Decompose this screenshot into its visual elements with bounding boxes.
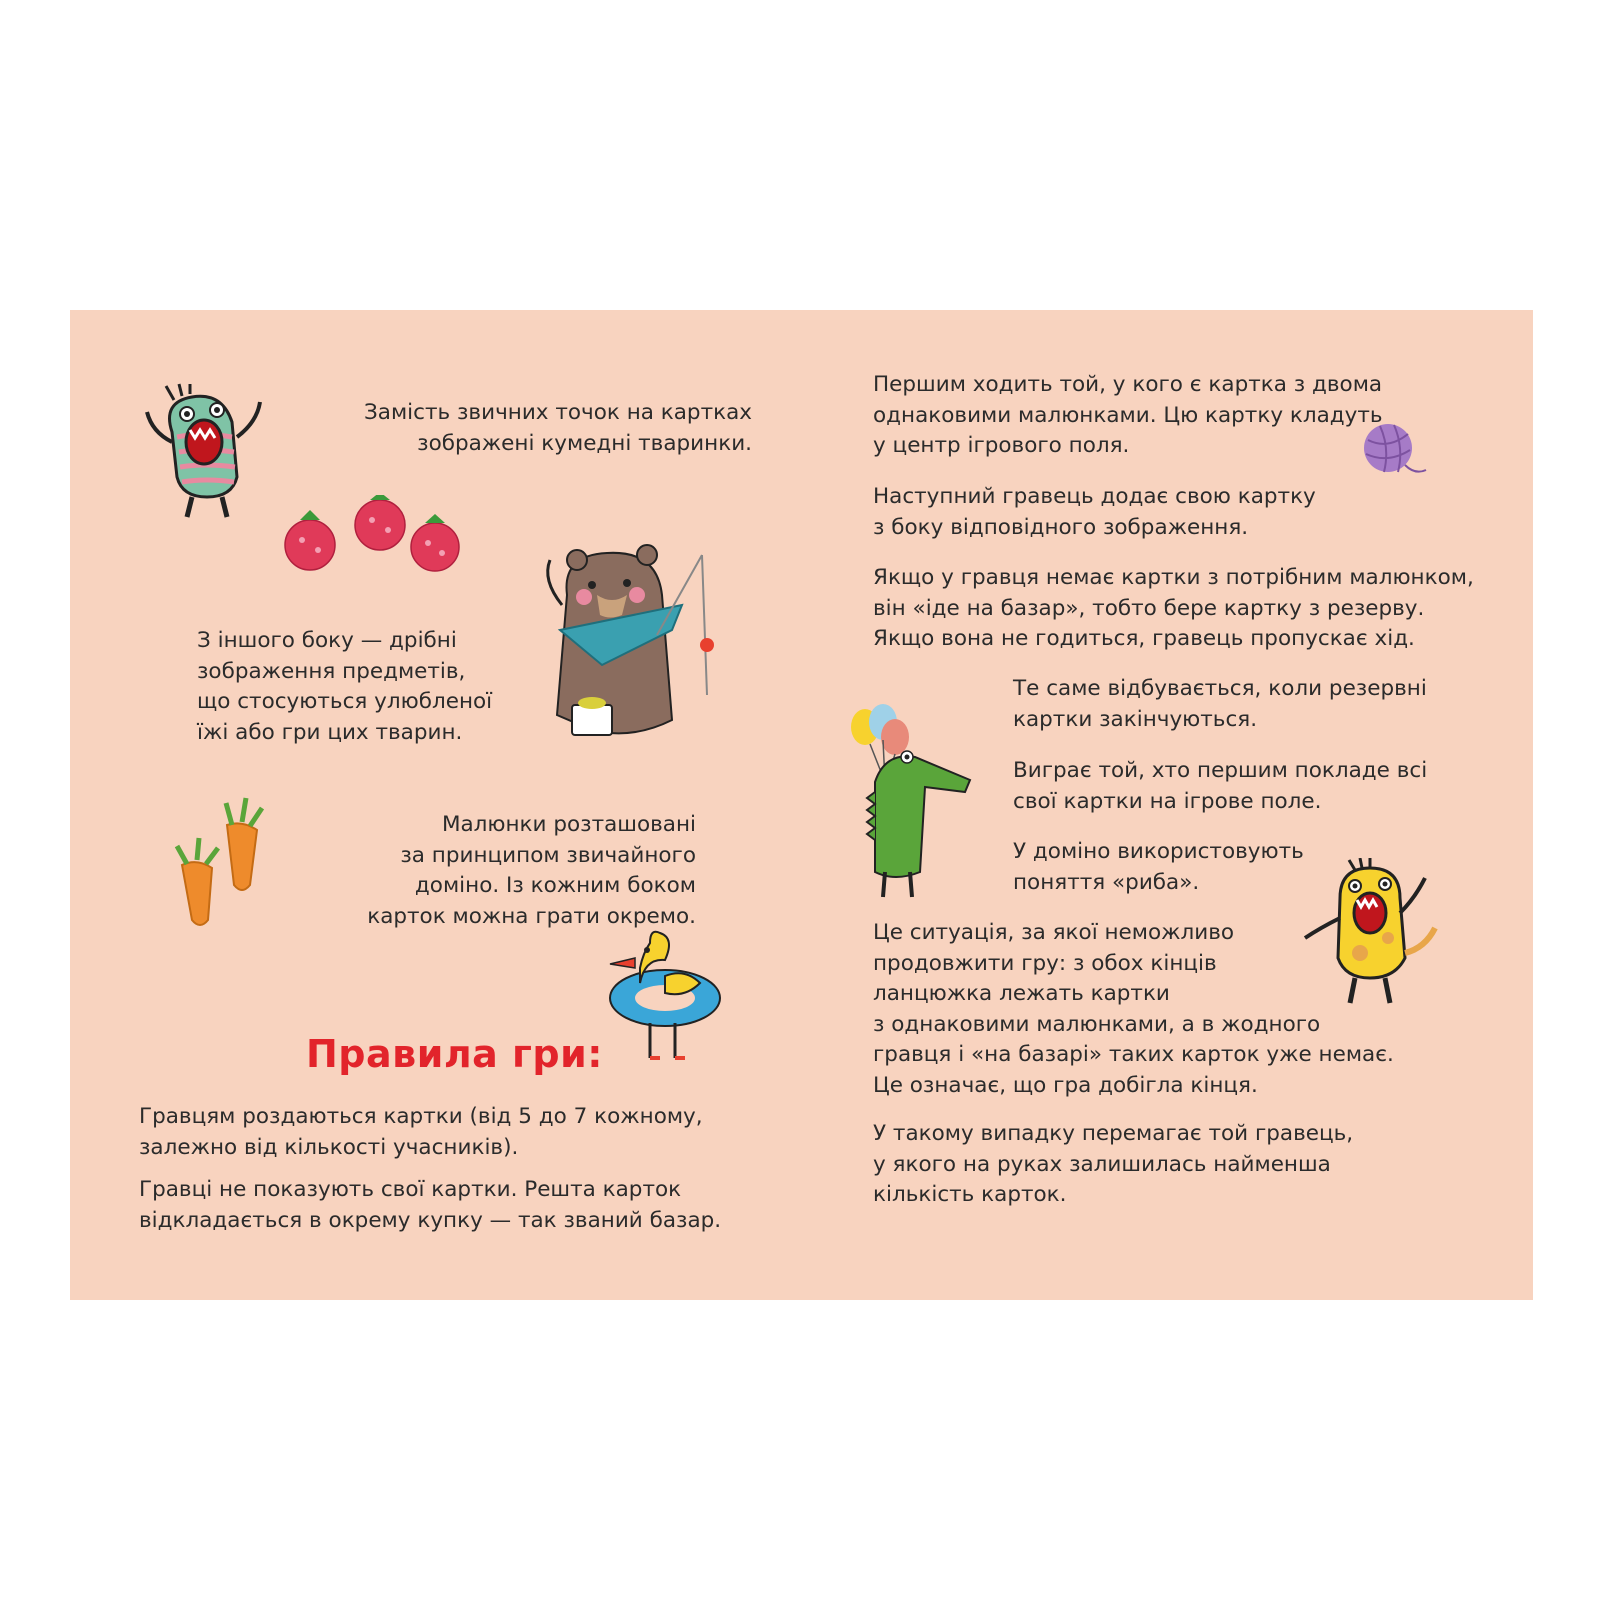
rules-paragraph-1: Гравцям роздаються картки (від 5 до 7 кожному, залежно від кількості учасників).	[139, 1104, 703, 1160]
right-paragraph-3: Якщо у гравця немає картки з потрібним малюнком, він «іде на базар», тобто бере картку з резерву. Якщо вона не годиться, гравець пропускає хід.	[873, 565, 1474, 651]
arrangement-text: Малюнки розташовані за принципом звичайного доміно. Із кожним боком карток можна грати окремо.	[367, 812, 696, 929]
bear-fisherman-icon	[532, 535, 732, 750]
crocodile-balloons-icon	[845, 702, 980, 902]
yarn-ball-icon	[1360, 420, 1430, 480]
rules-heading: Правила гри:	[306, 1032, 603, 1076]
intro-text: Замість звичних точок на картках зображені кумедні тваринки.	[363, 400, 752, 456]
right-paragraph-5: Виграє той, хто першим покладе всі свої картки на ігрове поле.	[1013, 758, 1428, 814]
rules-paragraph-2: Гравці не показують свої картки. Решта карток відкладається в окрему купку — так званий базар.	[139, 1177, 722, 1233]
carrots-icon	[172, 790, 282, 930]
right-paragraph-6: У доміно використовують поняття «риба».	[1013, 839, 1304, 895]
right-paragraph-2: Наступний гравець додає свою картку з боку відповідного зображення.	[873, 484, 1316, 540]
yellow-monster-icon	[1300, 858, 1440, 1008]
book-spread	[70, 310, 1533, 1300]
duck-float-icon	[605, 928, 725, 1063]
right-paragraph-8: У такому випадку перемагає той гравець, у якого на руках залишилась найменша кількість карток.	[873, 1121, 1354, 1207]
other-side-text: З іншого боку — дрібні зображення предметів, що стосуються улюбленої їжі або гри цих тварин.	[197, 628, 493, 745]
right-paragraph-7: Це ситуація, за якої неможливо продовжити гру: з обох кінців ланцюжка лежать картки з однаковими малюнками, а в жодного гравця і «на базарі» таких карток уже немає. Це означає, що гра добігла кінця.	[873, 920, 1394, 1098]
raspberries-icon	[270, 495, 460, 585]
right-paragraph-1: Першим ходить той, у кого є картка з двома однаковими малюнками. Цю картку кладуть у центр ігрового поля.	[873, 372, 1383, 458]
green-monster-icon	[142, 382, 272, 522]
right-paragraph-4: Те саме відбувається, коли резервні картки закінчуються.	[1013, 676, 1427, 732]
